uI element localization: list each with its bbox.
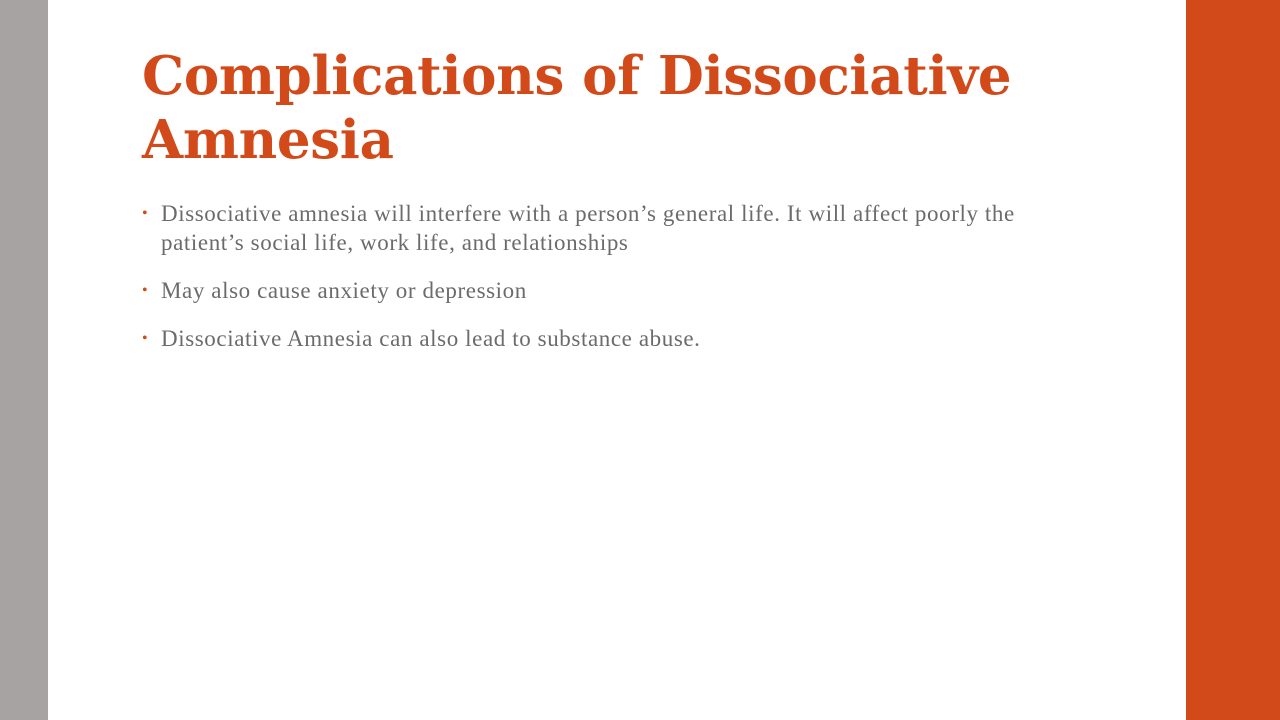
right-accent-bar <box>1186 0 1280 720</box>
bullet-text: May also cause anxiety or depression <box>161 278 527 303</box>
left-decorative-bar <box>0 0 48 720</box>
bullet-item <box>142 199 1022 257</box>
slide-title: Complications of Dissociative Amnesia <box>142 45 1012 171</box>
bullet-dot-icon: • <box>142 282 149 299</box>
bullet-item <box>142 324 1022 353</box>
bullet-text: Dissociative Amnesia can also lead to substance abuse. <box>161 326 701 351</box>
bullet-dot-icon: • <box>142 205 149 222</box>
bullet-list <box>142 199 1022 372</box>
bullet-dot-icon: • <box>142 330 149 347</box>
bullet-item <box>142 276 1022 305</box>
bullet-text: Dissociative amnesia will interfere with a person’s general life. It will affect poorly the patient’s social life, work life, and relationships <box>161 201 1015 255</box>
